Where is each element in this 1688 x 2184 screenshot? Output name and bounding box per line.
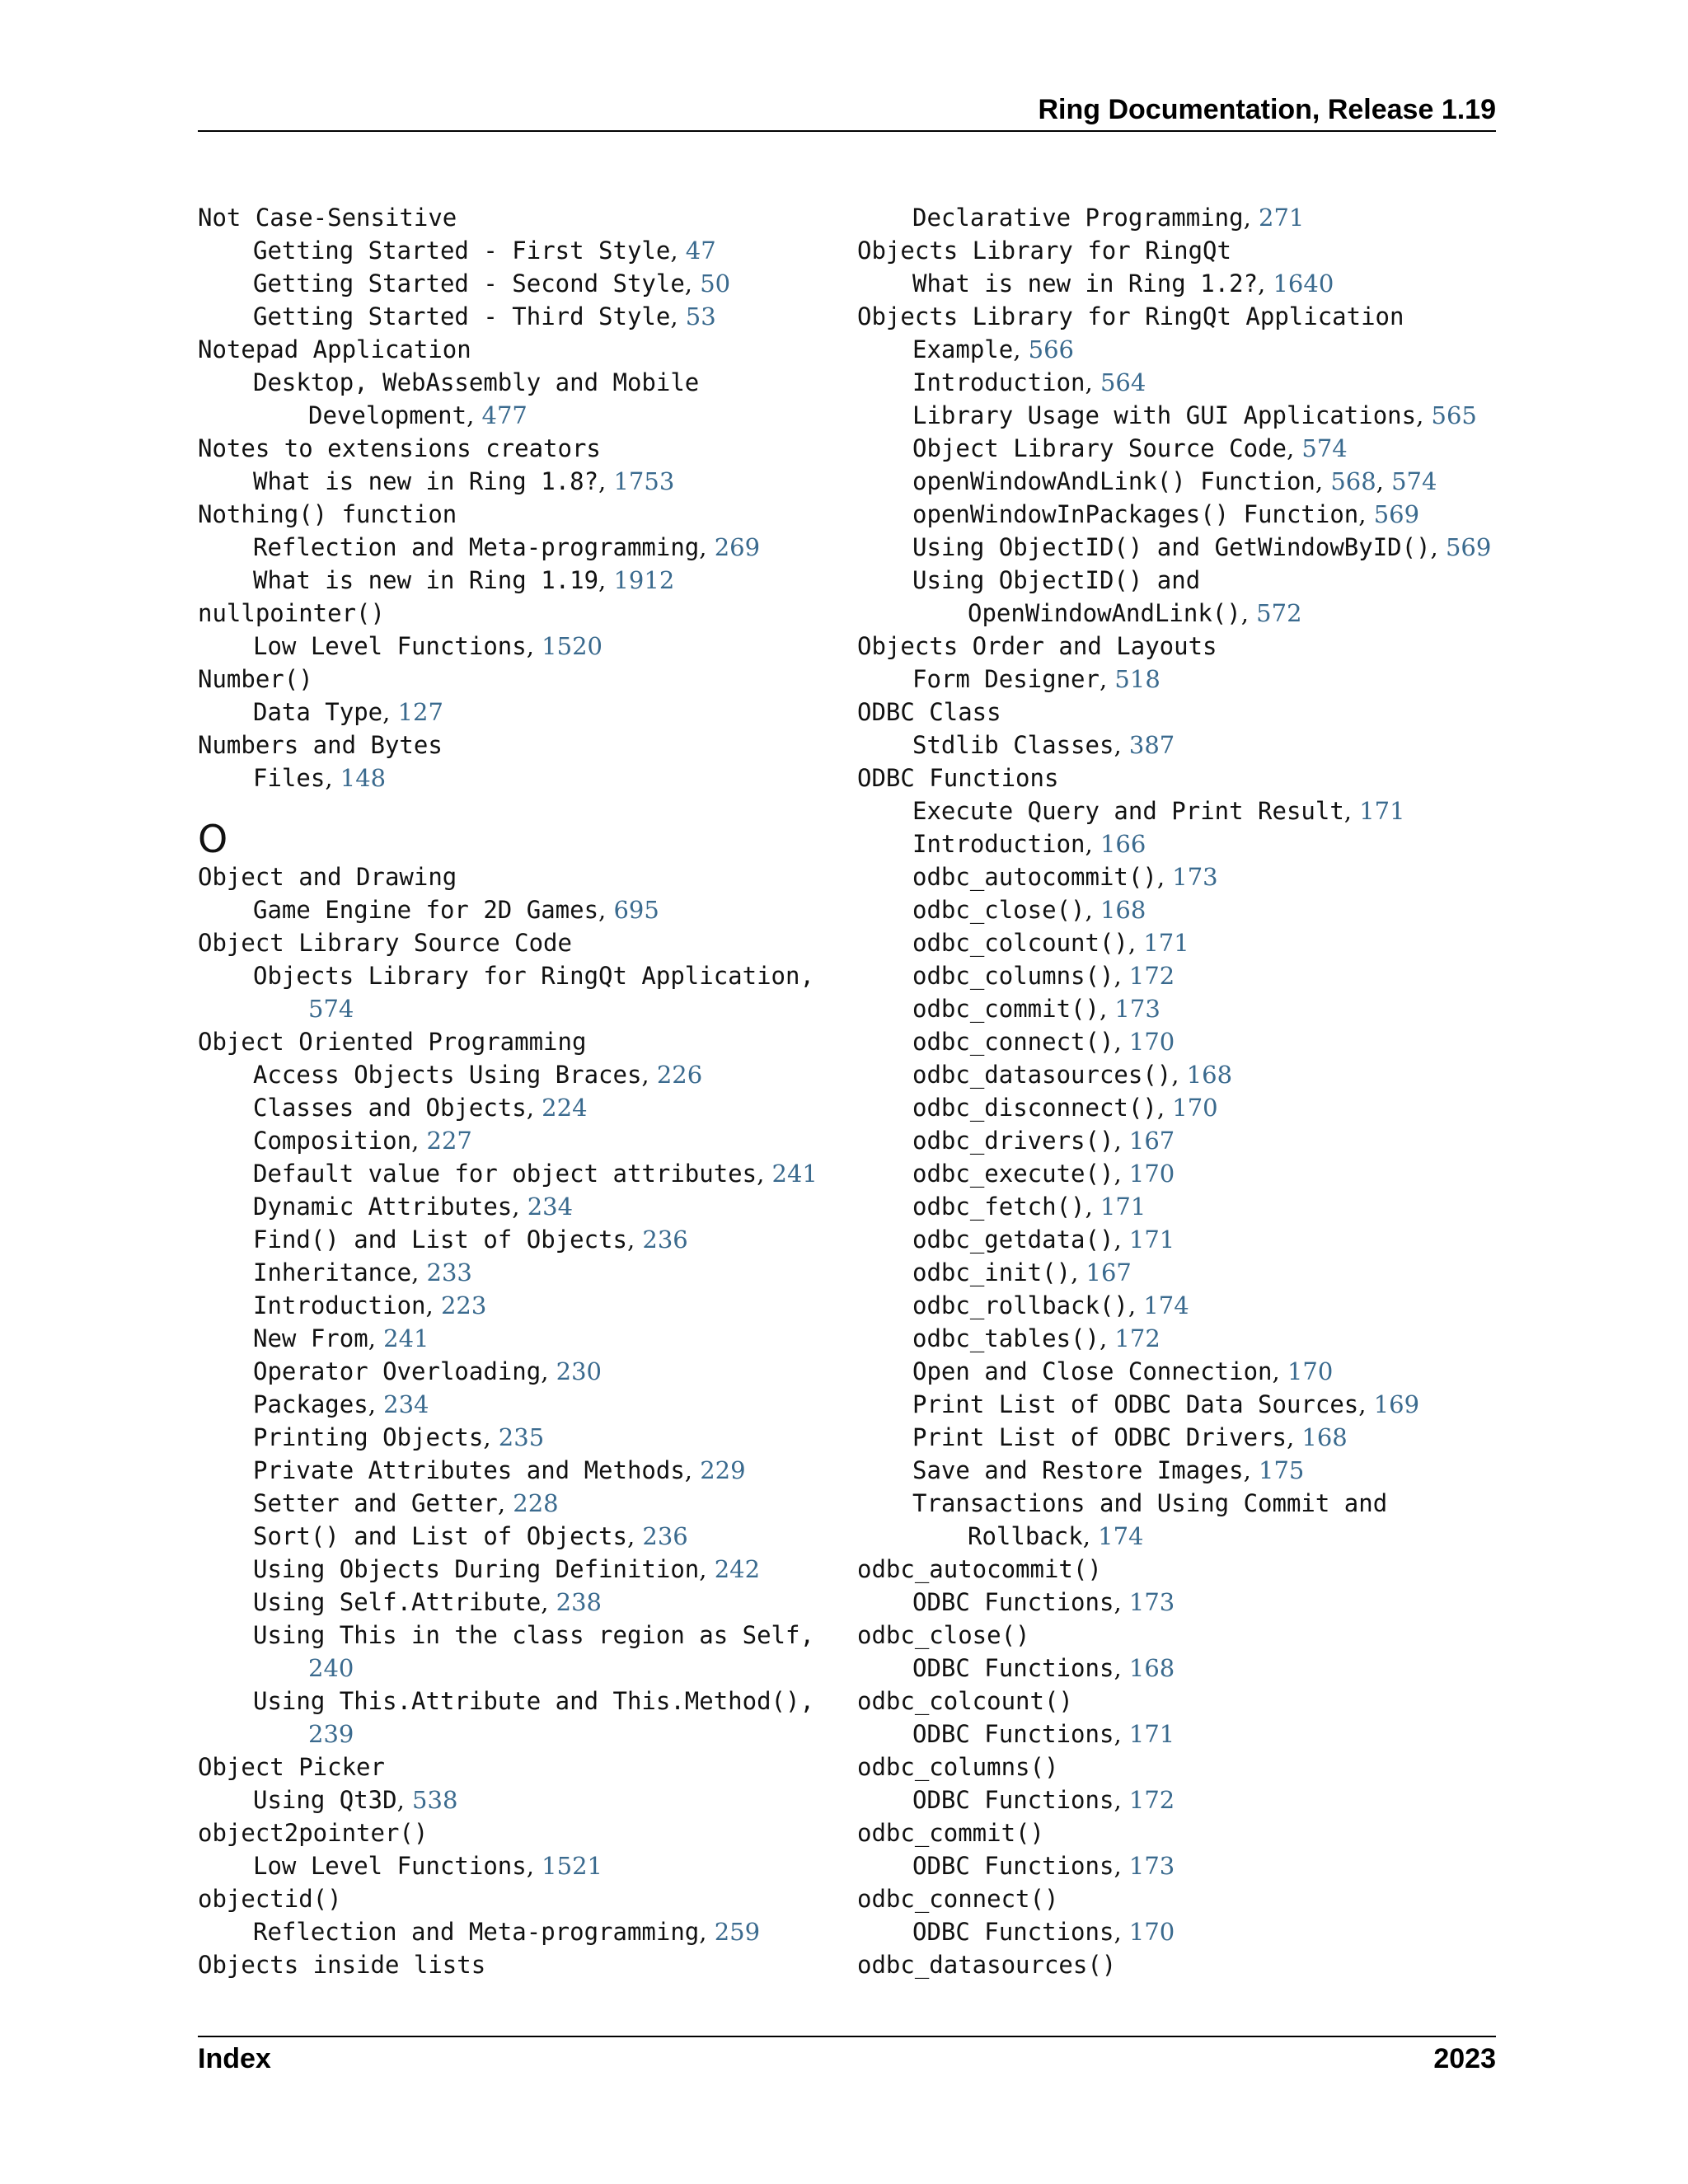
index-entry-text: odbc_colcount() [857, 1687, 1073, 1715]
index-entry-text: Example [912, 335, 1014, 363]
index-entry-text: Desktop, WebAssembly and Mobile [253, 368, 700, 396]
page-reference-link[interactable]: 235 [498, 1423, 545, 1451]
page-reference-link[interactable]: 169 [1373, 1390, 1420, 1418]
index-entry-text: Objects Library for RingQt [857, 237, 1231, 265]
index-subentry: What is new in Ring 1.19, 1912 [253, 566, 675, 594]
index-subentry: OpenWindowAndLink(), 572 [968, 599, 1302, 627]
index-entry-text: Using Self.Attribute [253, 1588, 542, 1616]
index-entry-text: ODBC Functions [857, 764, 1059, 792]
page-reference-link[interactable]: 148 [340, 764, 387, 792]
index-entry-text: Rollback [968, 1522, 1083, 1550]
index-subentry: Rollback, 174 [968, 1522, 1144, 1550]
index-term [857, 1685, 1508, 1718]
index-entry-text: Printing Objects [253, 1423, 484, 1451]
index-subentry [198, 959, 841, 992]
index-entry-text: Sort() and List of Objects [253, 1522, 627, 1550]
index-term [198, 1750, 841, 1783]
index-entry-text: Objects Order and Layouts [857, 632, 1217, 660]
index-subentry [198, 366, 841, 399]
index-column-left [198, 201, 841, 1981]
page-reference-link[interactable]: 171 [1100, 1193, 1146, 1221]
page-reference-link[interactable]: 227 [426, 1127, 472, 1155]
index-subentry: Composition, 227 [253, 1127, 472, 1155]
index-subentry: Library Usage with GUI Applications, 565 [912, 401, 1477, 429]
index-entry-text: Default value for object attributes [253, 1160, 757, 1188]
index-entry-text: ODBC Functions [912, 1654, 1114, 1682]
index-entry-text: Using Qt3D [253, 1786, 397, 1814]
index-subentry: Introduction, 564 [912, 368, 1146, 396]
index-entry-text: Using Objects During Definition [253, 1555, 700, 1583]
index-subentry: openWindowAndLink() Function, 568, 574 [912, 467, 1437, 495]
index-subentry: Print List of ODBC Drivers, 168 [912, 1423, 1348, 1451]
index-subentry: odbc_rollback(), 174 [912, 1291, 1189, 1319]
page-reference-link[interactable]: 241 [771, 1160, 818, 1188]
index-entry-text: Objects Library for RingQt Application, [253, 962, 814, 990]
index-entry-text: Find() and List of Objects [253, 1226, 627, 1254]
index-entry-text: objectid() [198, 1885, 342, 1913]
page-reference-link[interactable]: 168 [1186, 1061, 1233, 1089]
page-reference-link[interactable]: 518 [1114, 665, 1160, 693]
index-subentry: Printing Objects, 235 [253, 1423, 545, 1451]
index-subentry: Reflection and Meta-programming, 269 [253, 533, 761, 561]
page-reference-link[interactable]: 173 [1128, 1852, 1175, 1880]
page-reference-link[interactable]: 1640 [1273, 269, 1334, 298]
index-entry-text: ODBC Functions [912, 1720, 1114, 1748]
footer-section-label: Index [198, 2043, 271, 2074]
page-reference-link[interactable]: 170 [1287, 1357, 1334, 1385]
index-subentry [198, 1685, 841, 1718]
index-entry-text: Print List of ODBC Data Sources [912, 1390, 1359, 1418]
index-entry-text: Introduction [912, 368, 1085, 396]
index-subentry: What is new in Ring 1.8?, 1753 [253, 467, 675, 495]
index-entry-text: odbc_rollback() [912, 1291, 1128, 1319]
page-reference-link[interactable]: 259 [714, 1918, 761, 1946]
index-entry-text: odbc_autocommit() [857, 1555, 1102, 1583]
index-entry-text: Form Designer [912, 665, 1100, 693]
page-reference-link[interactable]: 1520 [542, 632, 603, 660]
index-entry-text: nullpointer() [198, 599, 385, 627]
index-subentry: What is new in Ring 1.2?, 1640 [912, 269, 1334, 298]
index-entry-text: odbc_disconnect() [912, 1094, 1157, 1122]
page-reference-link[interactable]: 167 [1085, 1258, 1132, 1286]
index-subentry: Execute Query and Print Result, 171 [912, 797, 1405, 825]
index-entry-text: odbc_tables() [912, 1324, 1100, 1352]
index-entry-text: Packages [253, 1390, 368, 1418]
index-subentry: odbc_init(), 167 [912, 1258, 1132, 1286]
index-entry-text: Using ObjectID() and [912, 566, 1201, 594]
index-entry-text: Low Level Functions [253, 1852, 527, 1880]
index-subentry: Packages, 234 [253, 1390, 429, 1418]
index-entry-text: Setter and Getter [253, 1489, 498, 1517]
index-subentry: ODBC Functions, 168 [912, 1654, 1175, 1682]
index-subentry: ODBC Functions, 172 [912, 1786, 1175, 1814]
header-rule [198, 130, 1496, 132]
index-subentry: Inheritance, 233 [253, 1258, 472, 1286]
page-reference-link[interactable]: 236 [642, 1522, 688, 1550]
page-reference-link[interactable]: 569 [1445, 533, 1492, 561]
page-reference-link[interactable]: 1521 [542, 1852, 603, 1880]
page-reference-link[interactable]: 1753 [613, 467, 675, 495]
page-reference-link[interactable]: 223 [440, 1291, 487, 1319]
index-subentry: Sort() and List of Objects, 236 [253, 1522, 688, 1550]
index-subentry: openWindowInPackages() Function, 569 [912, 500, 1420, 528]
page-reference-link[interactable]: 172 [1128, 1786, 1175, 1814]
index-entry-text: Files [253, 764, 326, 792]
index-subentry: Files, 148 [253, 764, 387, 792]
index-subentry: ODBC Functions, 173 [912, 1852, 1175, 1880]
index-term [198, 201, 841, 234]
index-subentry: Private Attributes and Methods, 229 [253, 1456, 746, 1484]
index-entry-text: Object Library Source Code [912, 434, 1287, 462]
index-subentry: Open and Close Connection, 170 [912, 1357, 1334, 1385]
index-subentry: odbc_disconnect(), 170 [912, 1094, 1218, 1122]
index-term [857, 630, 1508, 663]
footer-page-number: 2023 [1433, 2043, 1496, 2074]
index-subentry: Find() and List of Objects, 236 [253, 1226, 688, 1254]
index-entry-text: Object Library Source Code [198, 929, 572, 957]
page-reference-link[interactable]: 1912 [613, 566, 675, 594]
index-entry-text: Getting Started - First Style [253, 237, 671, 265]
page-reference-link[interactable]: 236 [642, 1226, 688, 1254]
index-subentry: Getting Started - First Style, 47 [253, 237, 716, 265]
index-entry-text: Inheritance [253, 1258, 412, 1286]
index-subentry: ODBC Functions, 170 [912, 1918, 1175, 1946]
index-entry-text: odbc_commit() [912, 995, 1100, 1023]
index-term [857, 696, 1508, 729]
index-entry-text: New From [253, 1324, 368, 1352]
index-entry-text: odbc_columns() [912, 962, 1114, 990]
index-entry-text: Development [308, 401, 467, 429]
index-subentry: Low Level Functions, 1520 [253, 632, 603, 660]
index-entry-text: ODBC Functions [912, 1918, 1114, 1946]
index-term [857, 300, 1508, 333]
page-reference-link[interactable]: 564 [1100, 368, 1146, 396]
index-subentry: Default value for object attributes, 241 [253, 1160, 818, 1188]
index-entry-text: odbc_datasources() [912, 1061, 1172, 1089]
index-subentry: odbc_execute(), 170 [912, 1160, 1175, 1188]
index-subentry: Introduction, 223 [253, 1291, 487, 1319]
page-reference-link[interactable]: 239 [308, 1720, 354, 1748]
index-subentry: Using ObjectID() and GetWindowByID(), 569 [912, 533, 1492, 561]
index-entry-text: ODBC Class [857, 698, 1001, 726]
page-reference-link[interactable]: 173 [1114, 995, 1160, 1023]
index-entry-text: Declarative Programming [912, 204, 1244, 232]
index-entry-text: odbc_close() [912, 896, 1085, 924]
page-reference-link[interactable]: 240 [308, 1654, 354, 1682]
index-term [198, 729, 841, 762]
index-entry-text: What is new in Ring 1.8? [253, 467, 599, 495]
page-reference-link[interactable]: 477 [481, 401, 528, 429]
page-reference-link[interactable]: 233 [426, 1258, 472, 1286]
page-reference-link[interactable]: 242 [714, 1555, 761, 1583]
index-subentry: odbc_connect(), 170 [912, 1028, 1175, 1056]
index-subentry: odbc_commit(), 173 [912, 995, 1160, 1023]
index-term [857, 1553, 1508, 1586]
index-subentry: Using Objects During Definition, 242 [253, 1555, 761, 1583]
index-term [198, 333, 841, 366]
index-subentry: Access Objects Using Braces, 226 [253, 1061, 703, 1089]
index-subentry: odbc_datasources(), 168 [912, 1061, 1233, 1089]
index-entry-text: Nothing() function [198, 500, 457, 528]
index-subentry: Operator Overloading, 230 [253, 1357, 602, 1385]
index-subentry: Form Designer, 518 [912, 665, 1160, 693]
index-entry-text: Dynamic Attributes [253, 1193, 513, 1221]
index-subentry [198, 1652, 841, 1685]
page-reference-link[interactable]: 168 [1100, 896, 1146, 924]
index-subentry: odbc_columns(), 172 [912, 962, 1175, 990]
index-subentry: Using Qt3D, 538 [253, 1786, 458, 1814]
page-reference-link[interactable]: 171 [1128, 1720, 1175, 1748]
index-term [198, 1948, 841, 1981]
page-reference-link[interactable]: 172 [1114, 1324, 1160, 1352]
page-reference-link[interactable]: 168 [1301, 1423, 1348, 1451]
page-reference-link[interactable]: 47 [685, 237, 716, 265]
index-subentry: Low Level Functions, 1521 [253, 1852, 603, 1880]
index-entry-text: Number() [198, 665, 313, 693]
index-entry-text: odbc_columns() [857, 1753, 1059, 1781]
index-subentry: odbc_autocommit(), 173 [912, 863, 1218, 891]
index-subentry: Reflection and Meta-programming, 259 [253, 1918, 761, 1946]
index-entry-text: Getting Started - Third Style [253, 302, 671, 330]
page-reference-link[interactable]: 172 [1128, 962, 1175, 990]
index-subentry: Setter and Getter, 228 [253, 1489, 559, 1517]
index-entry-text: odbc_getdata() [912, 1226, 1114, 1254]
index-entry-text: openWindowInPackages() Function [912, 500, 1359, 528]
index-subentry: Data Type, 127 [253, 698, 443, 726]
page-reference-link[interactable]: 50 [700, 269, 731, 298]
page-reference-link[interactable]: 226 [656, 1061, 703, 1089]
index-term [857, 762, 1508, 794]
index-entry-text: Private Attributes and Methods [253, 1456, 685, 1484]
index-subentry: Using Self.Attribute, 238 [253, 1588, 602, 1616]
page-reference-link[interactable]: 695 [613, 896, 659, 924]
index-subentry: Object Library Source Code, 574 [912, 434, 1348, 462]
index-entry-text: odbc_colcount() [912, 929, 1128, 957]
index-subentry: odbc_getdata(), 171 [912, 1226, 1175, 1254]
page-reference-link[interactable]: 238 [556, 1588, 602, 1616]
page-reference-link[interactable]: 269 [714, 533, 761, 561]
index-entry-text: Using ObjectID() and GetWindowByID() [912, 533, 1431, 561]
index-entry-text: Introduction [253, 1291, 426, 1319]
index-term [198, 1882, 841, 1915]
index-subentry: Development, 477 [308, 401, 528, 429]
page-reference-link[interactable]: 234 [383, 1390, 429, 1418]
index-subentry [857, 1487, 1508, 1520]
index-entry-text: Library Usage with GUI Applications [912, 401, 1417, 429]
index-entry-text: Print List of ODBC Drivers [912, 1423, 1287, 1451]
index-entry-text: odbc_connect() [857, 1885, 1059, 1913]
index-letter-heading: O [198, 817, 228, 861]
index-term [198, 663, 841, 696]
index-entry-text: Save and Restore Images [912, 1456, 1244, 1484]
page-header-title: Ring Documentation, Release 1.19 [1038, 94, 1496, 125]
index-entry-text: object2pointer() [198, 1819, 429, 1847]
page-reference-link[interactable]: 574 [1301, 434, 1348, 462]
page-reference-link[interactable]: 173 [1172, 863, 1218, 891]
index-term [857, 1619, 1508, 1652]
index-subentry: odbc_fetch(), 171 [912, 1193, 1146, 1221]
page-reference-link[interactable]: 230 [556, 1357, 602, 1385]
index-subentry: ODBC Functions, 171 [912, 1720, 1175, 1748]
index-term [198, 1816, 841, 1849]
page-reference-link[interactable]: 171 [1128, 1226, 1175, 1254]
index-entry-text: odbc_datasources() [857, 1951, 1117, 1979]
index-term [198, 498, 841, 531]
index-entry-text: openWindowAndLink() Function [912, 467, 1315, 495]
index-subentry: Getting Started - Third Style, 53 [253, 302, 716, 330]
index-term [198, 1025, 841, 1058]
index-entry-text: Composition [253, 1127, 412, 1155]
page-reference-link[interactable]: 175 [1259, 1456, 1305, 1484]
index-entry-text: Introduction [912, 830, 1085, 858]
page-reference-link[interactable]: 171 [1143, 929, 1189, 957]
index-entry-text: Getting Started - Second Style [253, 269, 685, 298]
page-reference-link[interactable]: 566 [1028, 335, 1075, 363]
index-subentry: Example, 566 [912, 335, 1075, 363]
index-subentry: Game Engine for 2D Games, 695 [253, 896, 659, 924]
index-subentry: Stdlib Classes, 387 [912, 731, 1175, 759]
index-entry-text: Access Objects Using Braces [253, 1061, 642, 1089]
index-entry-text: Notes to extensions creators [198, 434, 601, 462]
index-term [857, 1750, 1508, 1783]
page-reference-link[interactable]: 174 [1143, 1291, 1189, 1319]
index-term [857, 1948, 1508, 1981]
index-subentry [198, 992, 841, 1025]
page-reference-link[interactable]: 241 [383, 1324, 429, 1352]
index-entry-text: ODBC Functions [912, 1786, 1114, 1814]
index-entry-text: What is new in Ring 1.2? [912, 269, 1259, 298]
index-entry-text: Stdlib Classes [912, 731, 1114, 759]
page-reference-link[interactable]: 167 [1128, 1127, 1175, 1155]
index-entry-text: odbc_close() [857, 1621, 1030, 1649]
index-entry-text: Classes and Objects [253, 1094, 527, 1122]
page-reference-link[interactable]: 170 [1128, 1918, 1175, 1946]
index-subentry: Declarative Programming, 271 [912, 204, 1305, 232]
index-subentry: Classes and Objects, 224 [253, 1094, 588, 1122]
index-entry-text: Game Engine for 2D Games [253, 896, 599, 924]
page-reference-link[interactable]: 538 [412, 1786, 458, 1814]
index-entry-text: Transactions and Using Commit and [912, 1489, 1388, 1517]
index-subentry: odbc_tables(), 172 [912, 1324, 1160, 1352]
page-reference-link[interactable]: 565 [1431, 401, 1477, 429]
page-reference-link[interactable]: 234 [527, 1193, 574, 1221]
index-term [198, 432, 841, 465]
index-entry-text: OpenWindowAndLink() [968, 599, 1241, 627]
page-reference-link[interactable]: 569 [1373, 500, 1420, 528]
index-entry-text: Using This.Attribute and This.Method(), [253, 1687, 814, 1715]
index-entry-text: odbc_connect() [912, 1028, 1114, 1056]
page-reference-link[interactable]: 574 [308, 995, 354, 1023]
page-reference-link[interactable]: 271 [1259, 204, 1305, 232]
index-entry-text: Data Type [253, 698, 383, 726]
page-reference-link[interactable]: 174 [1098, 1522, 1144, 1550]
index-entry-text: Objects Library for RingQt Application [857, 302, 1404, 330]
page-reference-link[interactable]: 166 [1100, 830, 1146, 858]
page-reference-link[interactable]: 170 [1128, 1160, 1175, 1188]
index-entry-text: ODBC Functions [912, 1588, 1114, 1616]
page-reference-link[interactable]: 574 [1391, 467, 1437, 495]
index-entry-text: odbc_commit() [857, 1819, 1044, 1847]
page-reference-link[interactable]: 173 [1128, 1588, 1175, 1616]
index-entry-text: Reflection and Meta-programming [253, 1918, 700, 1946]
index-subentry: Introduction, 166 [912, 830, 1146, 858]
index-subentry: Print List of ODBC Data Sources, 169 [912, 1390, 1420, 1418]
index-subentry: New From, 241 [253, 1324, 429, 1352]
page-reference-link[interactable]: 171 [1359, 797, 1405, 825]
index-entry-text: odbc_drivers() [912, 1127, 1114, 1155]
page-reference-link[interactable]: 224 [542, 1094, 588, 1122]
index-entry-text: Reflection and Meta-programming [253, 533, 700, 561]
page-reference-link[interactable]: 572 [1256, 599, 1302, 627]
index-entry-text: odbc_init() [912, 1258, 1071, 1286]
index-subentry: odbc_close(), 168 [912, 896, 1146, 924]
page-reference-link[interactable]: 568 [1330, 467, 1376, 495]
index-entry-text: ODBC Functions [912, 1852, 1114, 1880]
index-subentry [198, 1619, 841, 1652]
index-term [198, 597, 841, 630]
index-entry-text: Open and Close Connection [912, 1357, 1273, 1385]
index-entry-text: Object Picker [198, 1753, 385, 1781]
index-entry-text: Operator Overloading [253, 1357, 542, 1385]
index-subentry [198, 1718, 841, 1750]
footer-rule [198, 2036, 1496, 2037]
page-reference-link[interactable]: 170 [1128, 1028, 1175, 1056]
index-subentry: Save and Restore Images, 175 [912, 1456, 1305, 1484]
index-entry-text: Numbers and Bytes [198, 731, 443, 759]
index-term [857, 1882, 1508, 1915]
index-term [198, 926, 841, 959]
page-reference-link[interactable]: 387 [1128, 731, 1175, 759]
index-entry-text: Notepad Application [198, 335, 471, 363]
page-reference-link[interactable]: 229 [700, 1456, 746, 1484]
index-entry-text: odbc_execute() [912, 1160, 1114, 1188]
page-reference-link[interactable]: 228 [513, 1489, 559, 1517]
index-subentry: odbc_drivers(), 167 [912, 1127, 1175, 1155]
index-column-right [857, 201, 1508, 1981]
index-subentry [857, 564, 1508, 597]
index-entry-text: Object and Drawing [198, 863, 457, 891]
page-reference-link[interactable]: 168 [1128, 1654, 1175, 1682]
index-entry-text: What is new in Ring 1.19 [253, 566, 599, 594]
index-subentry: ODBC Functions, 173 [912, 1588, 1175, 1616]
index-term [857, 234, 1508, 267]
index-entry-text: Object Oriented Programming [198, 1028, 587, 1056]
index-entry-text: Objects inside lists [198, 1951, 486, 1979]
index-term [857, 1816, 1508, 1849]
index-entry-text: Low Level Functions [253, 632, 527, 660]
index-term [198, 860, 841, 893]
index-entry-text: odbc_fetch() [912, 1193, 1085, 1221]
page-reference-link[interactable]: 127 [397, 698, 443, 726]
index-subentry: odbc_colcount(), 171 [912, 929, 1189, 957]
page-reference-link[interactable]: 170 [1172, 1094, 1218, 1122]
index-entry-text: Not Case-Sensitive [198, 204, 457, 232]
index-subentry: Getting Started - Second Style, 50 [253, 269, 731, 298]
index-entry-text: Execute Query and Print Result [912, 797, 1344, 825]
index-entry-text: odbc_autocommit() [912, 863, 1157, 891]
index-entry-text: Using This in the class region as Self, [253, 1621, 814, 1649]
index-subentry: Dynamic Attributes, 234 [253, 1193, 574, 1221]
page-reference-link[interactable]: 53 [685, 302, 716, 330]
